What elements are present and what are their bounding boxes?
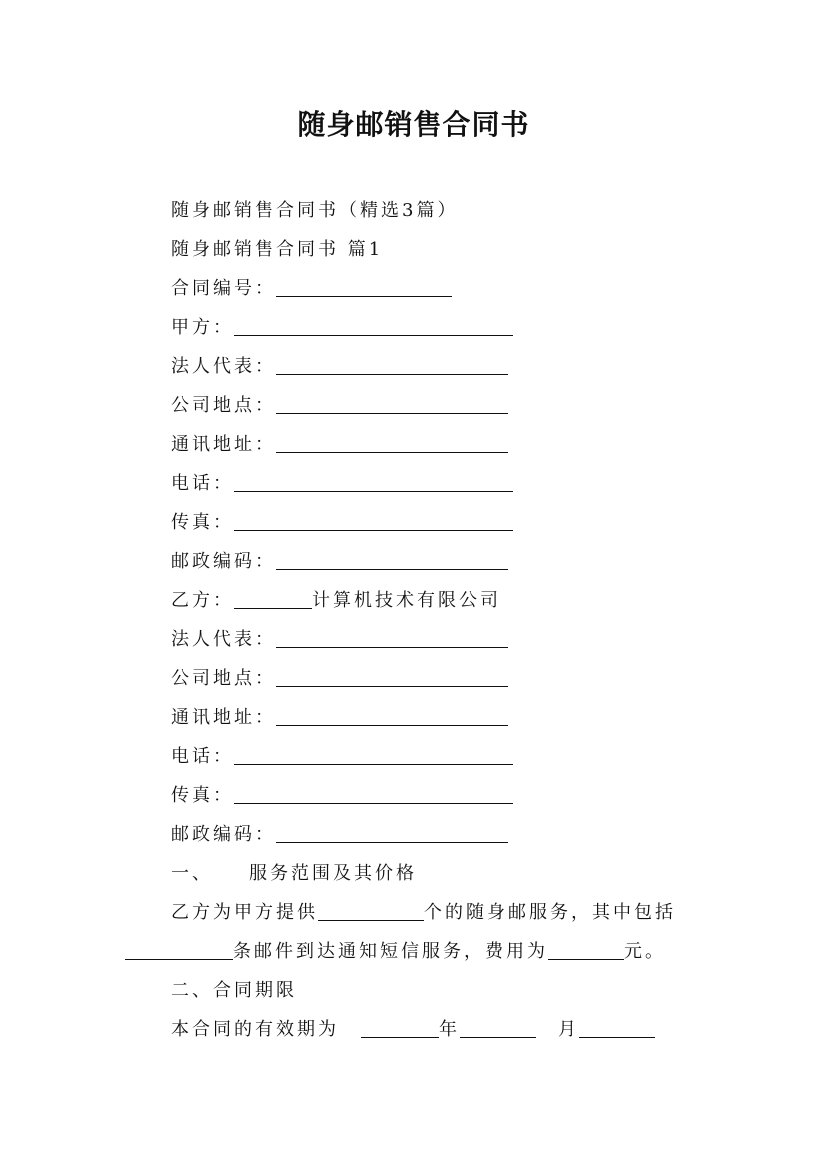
party-b-phone-line: 电话：	[171, 745, 513, 769]
month-blank-1	[460, 1019, 536, 1038]
party-b-location-blank	[276, 668, 508, 687]
party-a-fax-blank	[234, 512, 513, 531]
party-a-line: 甲方：	[171, 316, 513, 340]
party-b-legal-rep-line: 法人代表：	[171, 628, 508, 652]
contract-number-blank	[276, 278, 452, 297]
doc-subtitle: 随身邮销售合同书（精选3篇）	[171, 200, 459, 221]
document-title: 随身邮销售合同书	[297, 108, 530, 141]
party-b-postcode-blank	[276, 824, 508, 843]
party-a-phone-line: 电话：	[171, 472, 513, 496]
party-b-phone-blank	[234, 746, 513, 765]
party-b-fax-line: 传真：	[171, 784, 513, 808]
section-two-heading: 二、合同期限	[171, 980, 297, 1001]
party-b-legal-rep-blank	[276, 629, 508, 648]
party-b-postcode-line: 邮政编码：	[171, 823, 508, 847]
party-b-line: 乙方： 计算机技术有限公司	[171, 590, 501, 611]
contract-number-line: 合同编号：	[171, 277, 452, 301]
party-a-fax-line: 传真：	[171, 511, 513, 535]
year-blank	[361, 1019, 439, 1038]
party-b-fax-blank	[234, 785, 513, 804]
section-heading: 随身邮销售合同书 篇1	[171, 239, 384, 260]
party-a-postcode-line: 邮政编码：	[171, 550, 508, 574]
service-paragraph-line-1: 乙方为甲方提供 个的随身邮服务，其中包括	[171, 902, 676, 923]
party-b-address-blank	[276, 707, 508, 726]
party-a-postcode-blank	[276, 551, 508, 570]
party-a-address-blank	[276, 434, 508, 453]
validity-period-line: 本合同的有效期为 年 月	[171, 1018, 655, 1042]
party-a-legal-rep-blank	[276, 356, 508, 375]
party-a-address-line: 通讯地址：	[171, 433, 508, 457]
party-a-location-blank	[276, 395, 508, 414]
section-one-heading: 一、 服务范围及其价格	[171, 863, 417, 884]
service-paragraph-line-2: 条邮件到达通知短信服务，费用为 元。	[125, 940, 666, 964]
party-b-address-line: 通讯地址：	[171, 706, 508, 730]
fee-amount-blank	[548, 941, 624, 960]
service-count-blank	[318, 902, 424, 921]
party-a-blank	[234, 317, 513, 336]
party-b-location-line: 公司地点：	[171, 667, 508, 691]
party-a-legal-rep-line: 法人代表：	[171, 355, 508, 379]
party-b-blank	[234, 590, 312, 609]
month-blank-2	[579, 1019, 655, 1038]
party-a-location-line: 公司地点：	[171, 394, 508, 418]
sms-count-blank	[125, 941, 233, 960]
party-a-phone-blank	[234, 473, 513, 492]
